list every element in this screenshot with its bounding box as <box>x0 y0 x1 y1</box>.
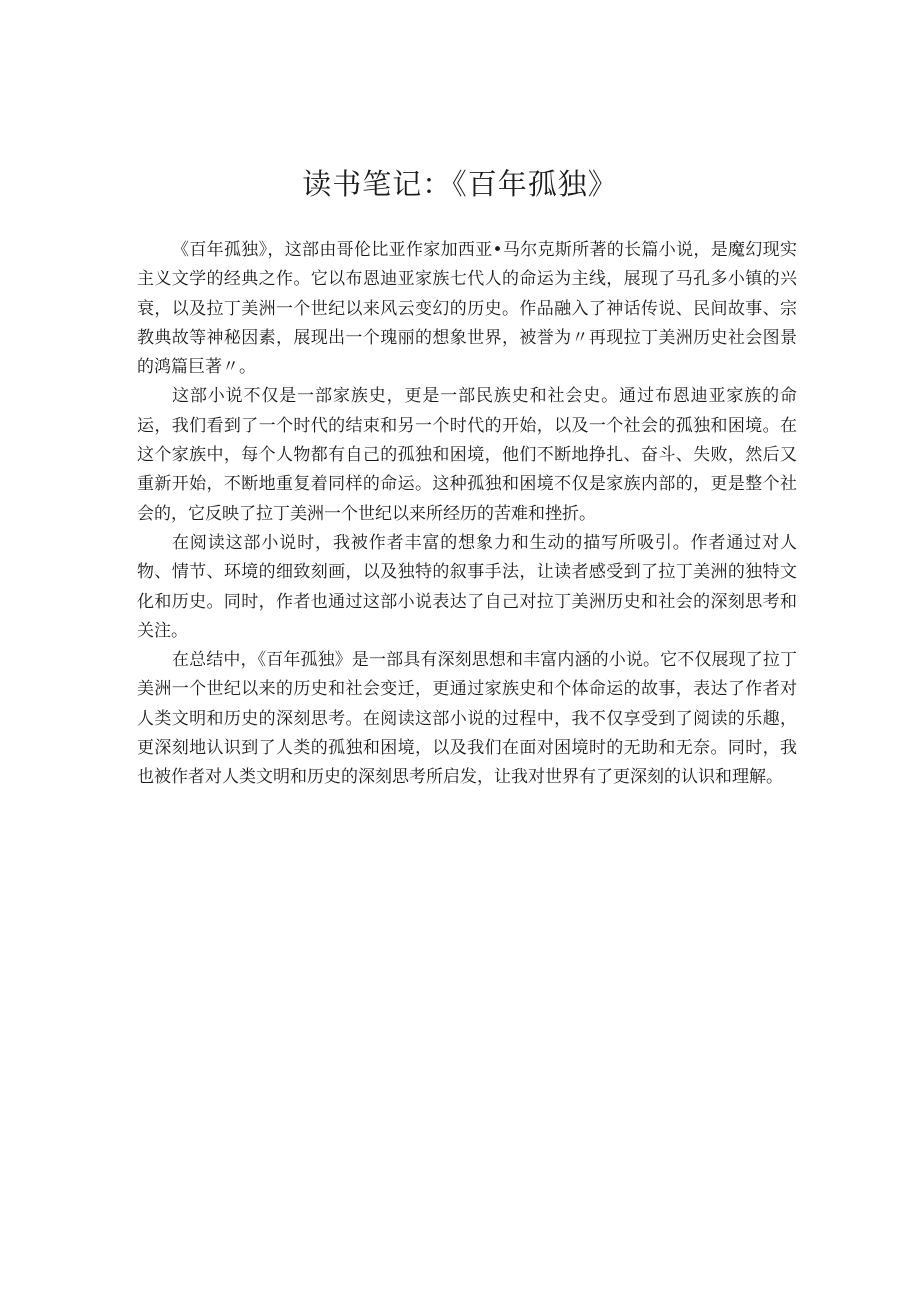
paragraph-2: 这部小说不仅是一部家族史，更是一部民族史和社会史。通过布恩迪亚家族的命运，我们看到了一个时代的结束和另一个时代的开始，以及一个社会的孤独和困境。在这个家族中，每个人物都有自己的孤独和困境，他们不断地挣扎、奋斗、失败，然后又重新开始，不断地重复着同样的命运。这种孤独和困境不仅是家族内部的，更是整个社会的，它反映了拉丁美洲一个世纪以来所经历的苦难和挫折。 <box>137 386 797 524</box>
paragraph-3: 在阅读这部小说时，我被作者丰富的想象力和生动的描写所吸引。作者通过对人物、情节、环境的细致刻画，以及独特的叙事手法，让读者感受到了拉丁美洲的独特文化和历史。同时，作者也通过这部小说表达了自己对拉丁美洲历史和社会的深刻思考和关注。 <box>137 532 797 641</box>
paragraph-1: 《百年孤独》，这部由哥伦比亚作家加西亚•马尔克斯所著的长篇小说，是魔幻现实主义文学的经典之作。它以布恩迪亚家族七代人的命运为主线，展现了马孔多小镇的兴衰，以及拉丁美洲一个世纪以来风云变幻的历史。作品融入了神话传说、民间故事、宗教典故等神秘因素，展现出一个瑰丽的想象世界，被誉为〃再现拉丁美洲历史社会图景的鸿篇巨著〃。 <box>137 240 797 378</box>
paragraph-4: 在总结中，《百年孤独》是一部具有深刻思想和丰富内涵的小说。它不仅展现了拉丁美洲一个世纪以来的历史和社会变迁，更通过家族史和个体命运的故事，表达了作者对人类文明和历史的深刻思考。在阅读这部小说的过程中，我不仅享受到了阅读的乐趣，更深刻地认识到了人类的孤独和困境，以及我们在面对困境时的无助和无奈。同时，我也被作者对人类文明和历史的深刻思考所启发，让我对世界有了更深刻的认识和理解。 <box>137 650 797 788</box>
page-title: 读书笔记：《百年孤独》 <box>302 167 618 201</box>
document-body <box>137 236 797 793</box>
